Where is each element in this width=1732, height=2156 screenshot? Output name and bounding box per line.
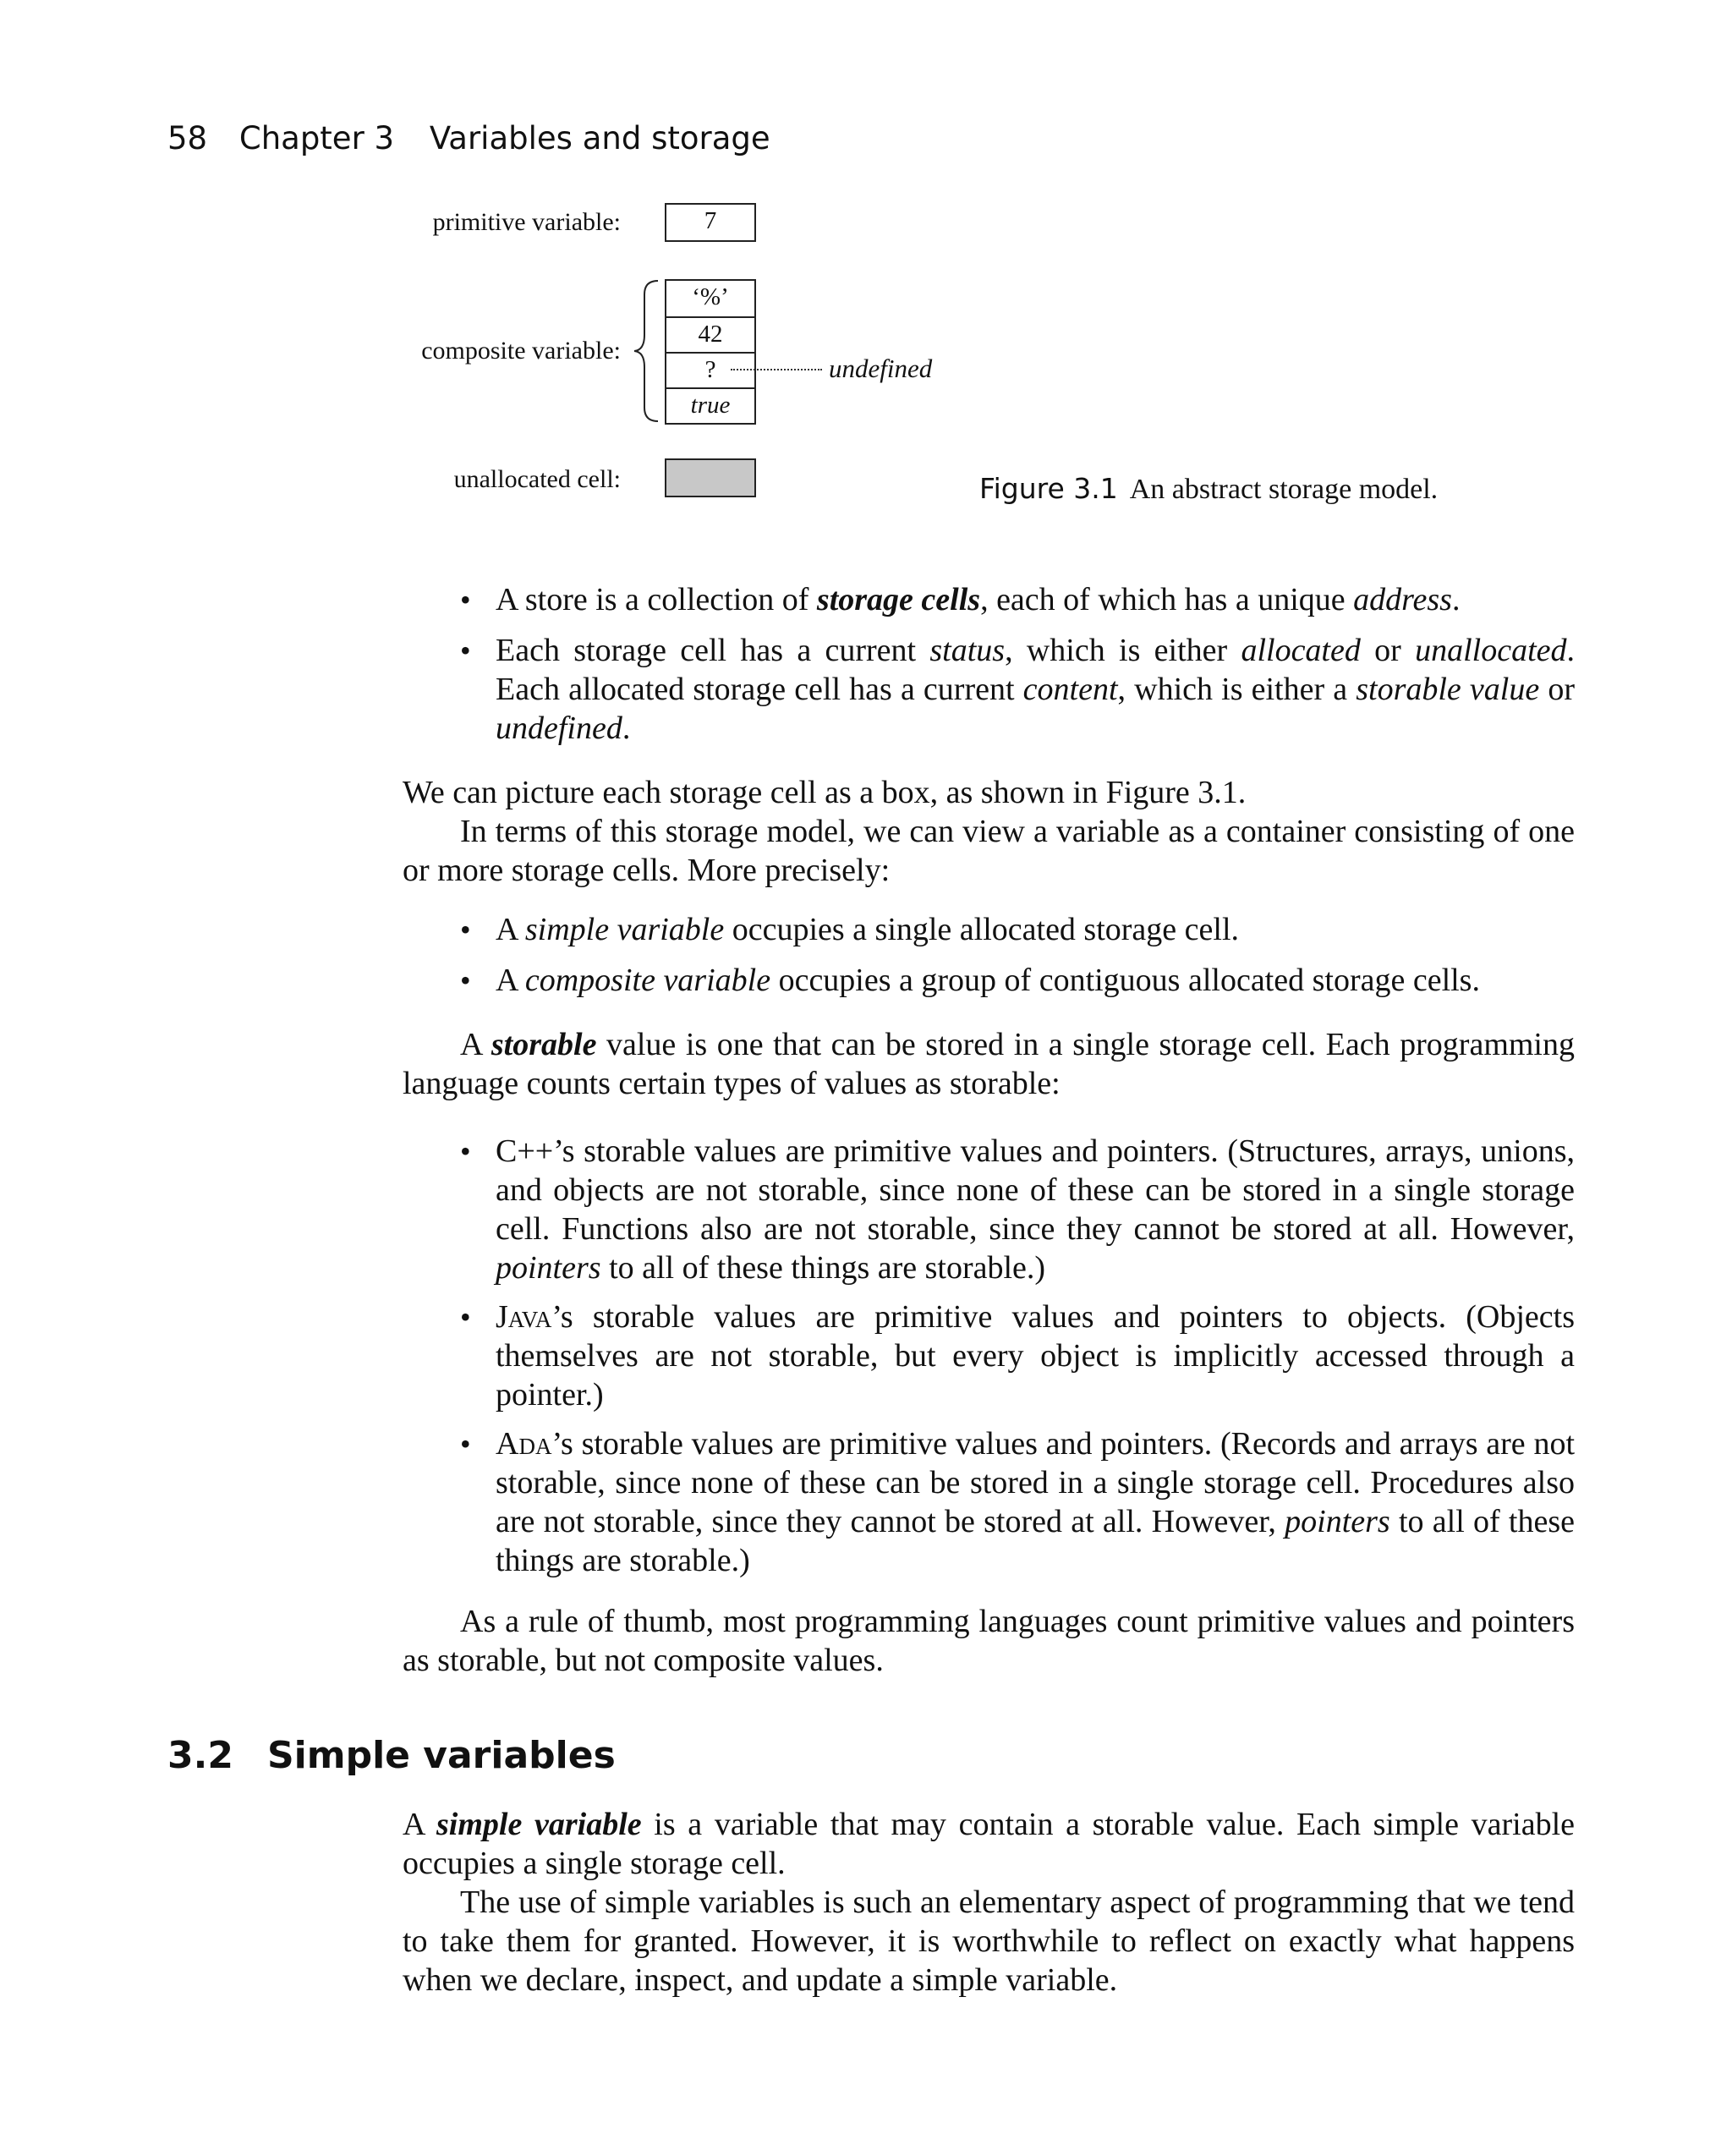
unallocated-cell <box>665 458 756 497</box>
section-heading <box>167 1734 616 1777</box>
composite-cell-boolean: true <box>665 387 756 425</box>
composite-variable-label: composite variable: <box>421 337 621 365</box>
list-item-cpp: • C++’s storable values are primitive values and pointers. (Structures, arrays, unions, and objects are not storable, since none of these can be stored in a single storage cell. Functions also are not storable, since they cannot be stored at all. However, pointers to all of these things are storable.) <box>403 1132 1575 1287</box>
figure-number: Figure 3.1 <box>979 472 1118 505</box>
list-item-ada: • Ada’s storable values are primitive values and pointers. (Records and arrays are not storable, since none of these can be stored in a single storage cell. Procedures also are not storable, since they cannot be stored at all. However, pointers to all of these things are storable.) <box>403 1424 1575 1580</box>
composite-brace <box>633 279 663 423</box>
running-header <box>167 120 770 156</box>
section-number: 3.2 <box>167 1734 233 1777</box>
simple-variables-text <box>403 1805 1575 2000</box>
list-item: • Each storage cell has a current status, which is either allocated or unallocated. Each allocated storage cell has a current content, which is either a storable value or undefined. <box>403 631 1575 748</box>
paragraph: The use of simple variables is such an elementary aspect of programming that we tend to take them for granted. However, it is worthwhile to reflect on exactly what happens when we declare, inspect, and update a simple variable. <box>403 1884 1575 1998</box>
unallocated-cell-label: unallocated cell: <box>453 465 621 493</box>
figure-caption <box>979 472 1438 506</box>
primitive-variable-label: primitive variable: <box>432 208 621 236</box>
figure-caption-text: An abstract storage model. <box>1129 474 1439 505</box>
storage-model-paragraphs <box>403 773 1575 890</box>
paragraph: In terms of this storage model, we can view a variable as a container consisting of one or more storage cells. More precisely: <box>403 814 1575 888</box>
list-item: • A store is a collection of storage cells, each of which has a unique address. <box>403 580 1575 619</box>
list-item: • A composite variable occupies a group of contiguous allocated storage cells. <box>403 961 1575 1000</box>
list-item-java: • Java’s storable values are primitive values and pointers to objects. (Objects themselves are not storable, but every object is implicitly accessed through a pointer.) <box>403 1297 1575 1414</box>
paragraph: A storable value is one that can be stored in a single storage cell. Each programming language counts certain types of values as storable: <box>403 1027 1575 1101</box>
rule-of-thumb <box>403 1602 1575 1680</box>
list-item: • A simple variable occupies a single allocated storage cell. <box>403 910 1575 949</box>
composite-cell-undefined: ? <box>665 352 756 387</box>
undefined-label: undefined <box>829 354 933 383</box>
paragraph: As a rule of thumb, most programming languages count primitive values and pointers as storable, but not composite values. <box>403 1604 1575 1678</box>
paragraph: We can picture each storage cell as a box, as shown in Figure 3.1. <box>403 775 1247 810</box>
chapter-label: Chapter 3 <box>238 120 395 156</box>
undefined-leader-line <box>731 369 822 370</box>
variable-kinds <box>403 910 1575 1000</box>
term-storable: storable <box>491 1027 597 1062</box>
page-number: 58 <box>167 120 208 156</box>
composite-cell-number: 42 <box>665 316 756 352</box>
paragraph: A simple variable is a variable that may contain a storable value. Each simple variable occupies a single storage cell. <box>403 1807 1575 1881</box>
primitive-cell: 7 <box>665 203 756 242</box>
term-simple-variable: simple variable <box>436 1807 642 1842</box>
store-definition <box>403 580 1575 748</box>
composite-cell-char: ‘%’ <box>665 279 756 316</box>
language-storable-values <box>403 1132 1575 1580</box>
term-storage-cells: storage cells <box>816 582 981 617</box>
storable-definition <box>403 1025 1575 1103</box>
chapter-title: Variables and storage <box>429 120 770 156</box>
section-title: Simple variables <box>266 1734 616 1777</box>
